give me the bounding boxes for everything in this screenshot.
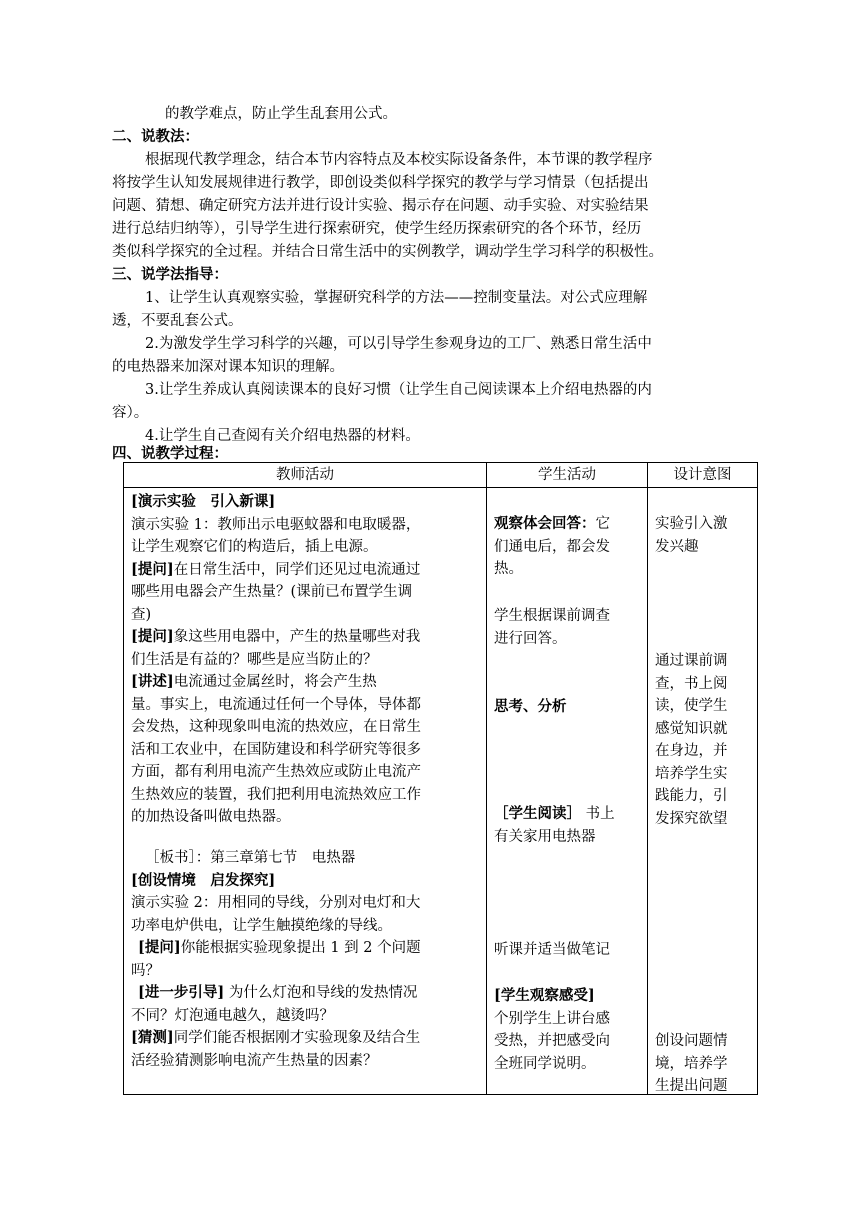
teacher-text: 为什么灯泡和导线的发热情况 (228, 985, 418, 1001)
teacher-line (131, 671, 481, 694)
teacher-line: 们生活是有益的？哪些是应当防止的？ (131, 651, 378, 668)
paragraph-line: 1、让学生认真观察实验，掌握研究科学的方法——控制变量法。对公式应理解 (145, 290, 648, 306)
intent-line: 实验引入激 (655, 516, 728, 532)
teacher-line (131, 626, 481, 649)
tag-observe-answer: 观察体会回答： (494, 515, 596, 532)
teacher-line: 不同？灯泡通电越久，越烫吗？ (131, 1007, 334, 1024)
paragraph-line: 容）。 (112, 405, 149, 421)
teacher-line: 的加热设备叫做电热器。 (131, 809, 291, 825)
teacher-line: 功率电炉供电，让学生触摸绝缘的导线。 (131, 917, 392, 934)
intent-line: 境，培养学 (655, 1055, 728, 1072)
header-teacher-activity: 教师活动 (124, 463, 487, 488)
intent-line: 通过课前调 (655, 653, 728, 669)
teacher-line (131, 982, 481, 1005)
teacher-line (131, 1027, 481, 1050)
paragraph-line: 2.为激发学生学习科学的兴趣，可以引导学生参观身边的工厂、熟悉日常生活中 (145, 336, 652, 352)
teacher-activity-cell (124, 488, 487, 1095)
student-line: 们通电后，都会发 (494, 538, 610, 555)
intent-line: 查，书上阅 (655, 675, 728, 692)
teacher-line: 吗？ (131, 962, 160, 979)
section-heading-learning-method: 三、说学法指导： (112, 266, 228, 283)
intent-line: 发探究欲望 (655, 810, 728, 827)
student-text: 它 (595, 516, 610, 532)
tag-further-guide: [进一步引导] (138, 984, 225, 1001)
student-line: 受热，并把感受向 (494, 1033, 610, 1049)
teacher-text: 在日常生活中，同学们还见过电流通过 (173, 561, 421, 578)
student-line: 热。 (494, 561, 523, 577)
paragraph-line: 3.让学生养成认真阅读课本的良好习惯（让学生自己阅读课本上介绍电热器的内 (145, 382, 652, 398)
teacher-line: [演示实验 引入新课] (131, 493, 276, 510)
student-activity-cell (487, 488, 648, 1095)
student-line: 听课并适当做笔记 (494, 942, 610, 958)
design-intent-cell (648, 488, 758, 1095)
teacher-line: 生热效应的装置，我们把利用电流热效应工作 (131, 786, 421, 803)
teacher-line: [创设情境 启发探究] (131, 871, 276, 889)
teacher-line: 查) (131, 606, 152, 623)
tag-guess: [猜测] (131, 1029, 174, 1046)
student-line: 全班同学说明。 (494, 1055, 596, 1072)
teacher-line: 演示实验 1：教师出示电驱蚊器和电取暖器， (131, 516, 421, 533)
paragraph-line: 4.让学生自己查阅有关介绍电热器的材料。 (145, 428, 420, 444)
intent-line: 发兴趣 (655, 538, 699, 555)
tag-student-read: ［学生阅读］ (494, 805, 581, 822)
intent-line: 读，使学生 (655, 698, 728, 714)
tag-narrate: [讲述] (131, 673, 174, 690)
teaching-process-table (123, 462, 758, 1095)
paragraph-line: 将按学生认知发展规律进行教学，即创设类似科学探究的教学与学习情景（包括提出 (112, 175, 649, 191)
teacher-line: 量。事实上，电流通过任何一个导体，导体都 (131, 696, 421, 713)
teacher-text: 你能根据实验现象提出 1 到 2 个问题 (180, 940, 421, 956)
paragraph-line: 问题、猜想、确定研究方法并进行设计实验、揭示存在问题、动手实验、对实验结果 (112, 198, 649, 214)
student-line (494, 513, 642, 536)
paragraph-line: 根据现代教学理念，结合本节内容特点及本校实际设备条件，本节课的教学程序 (145, 152, 653, 168)
table-row (124, 488, 758, 1095)
intent-line: 创设问题情 (655, 1033, 728, 1049)
intent-line: 感觉知识就 (655, 720, 728, 737)
teacher-line: 会发热，这种现象叫电流的热效应，在日常生 (131, 719, 421, 735)
intent-line: 生提出问题 (655, 1078, 728, 1094)
intent-line: 践能力，引 (655, 788, 728, 804)
paragraph-line: 类似科学探究的全过程。并结合日常生活中的实例教学，调动学生学习科学的积极性。 (112, 244, 663, 260)
teacher-text: 象这些用电器中，产生的热量哪些对我 (173, 629, 421, 645)
table-header-row (124, 463, 758, 488)
teacher-line-board: ［板书］：第三章第七节 电热器 (145, 850, 356, 866)
teacher-text: 同学们能否根据刚才实验现象及结合生 (173, 1030, 421, 1046)
student-line: 个别学生上讲台感 (494, 1010, 610, 1027)
student-line: 学生根据课前调查 (494, 608, 610, 624)
section-heading-teaching-process: 四、说教学过程： (112, 445, 228, 462)
tag-question: [提问] (138, 939, 181, 956)
paragraph-line: 进行总结归纳等），引导学生进行探索研究，使学生经历探索研究的各个环节，经历 (112, 221, 642, 237)
intent-line: 在身边，并 (655, 743, 728, 759)
tag-question: [提问] (131, 628, 174, 645)
paragraph-line: 透，不要乱套公式。 (112, 313, 243, 329)
section-heading-teaching-method: 二、说教法： (112, 128, 199, 145)
intent-line: 培养学生实 (655, 765, 728, 782)
student-line: 进行回答。 (494, 630, 567, 647)
teacher-line: 哪些用电器会产生热量？(课前已布置学生调 (131, 584, 413, 600)
intro-line: 的教学难点，防止学生乱套用公式。 (165, 106, 397, 122)
student-line (494, 803, 642, 826)
teacher-line: 方面，都有利用电流产生热效应或防止电流产 (131, 764, 421, 780)
tag-question: [提问] (131, 560, 174, 578)
teacher-line (131, 559, 481, 582)
teacher-line: 活经验猜测影响电流产生热量的因素？ (131, 1052, 378, 1069)
paragraph-line: 的电热器来加深对课本知识的理解。 (112, 359, 344, 375)
header-student-activity: 学生活动 (487, 463, 648, 488)
student-line: [学生观察感受] (494, 987, 595, 1004)
teacher-line: 活和工农业中，在国防建设和科学研究等很多 (131, 741, 421, 758)
student-line: 有关家用电热器 (494, 828, 596, 845)
teacher-line: 演示实验 2：用相同的导线，分别对电灯和大 (131, 895, 421, 911)
header-design-intent: 设计意图 (648, 463, 758, 488)
student-line: 思考、分析 (494, 698, 567, 715)
teacher-text: 电流通过金属丝时，将会产生热 (173, 674, 377, 690)
teacher-line: 让学生观察它们的构造后，插上电源。 (131, 539, 378, 555)
student-text: 书上 (585, 806, 615, 822)
teacher-line (131, 937, 481, 960)
